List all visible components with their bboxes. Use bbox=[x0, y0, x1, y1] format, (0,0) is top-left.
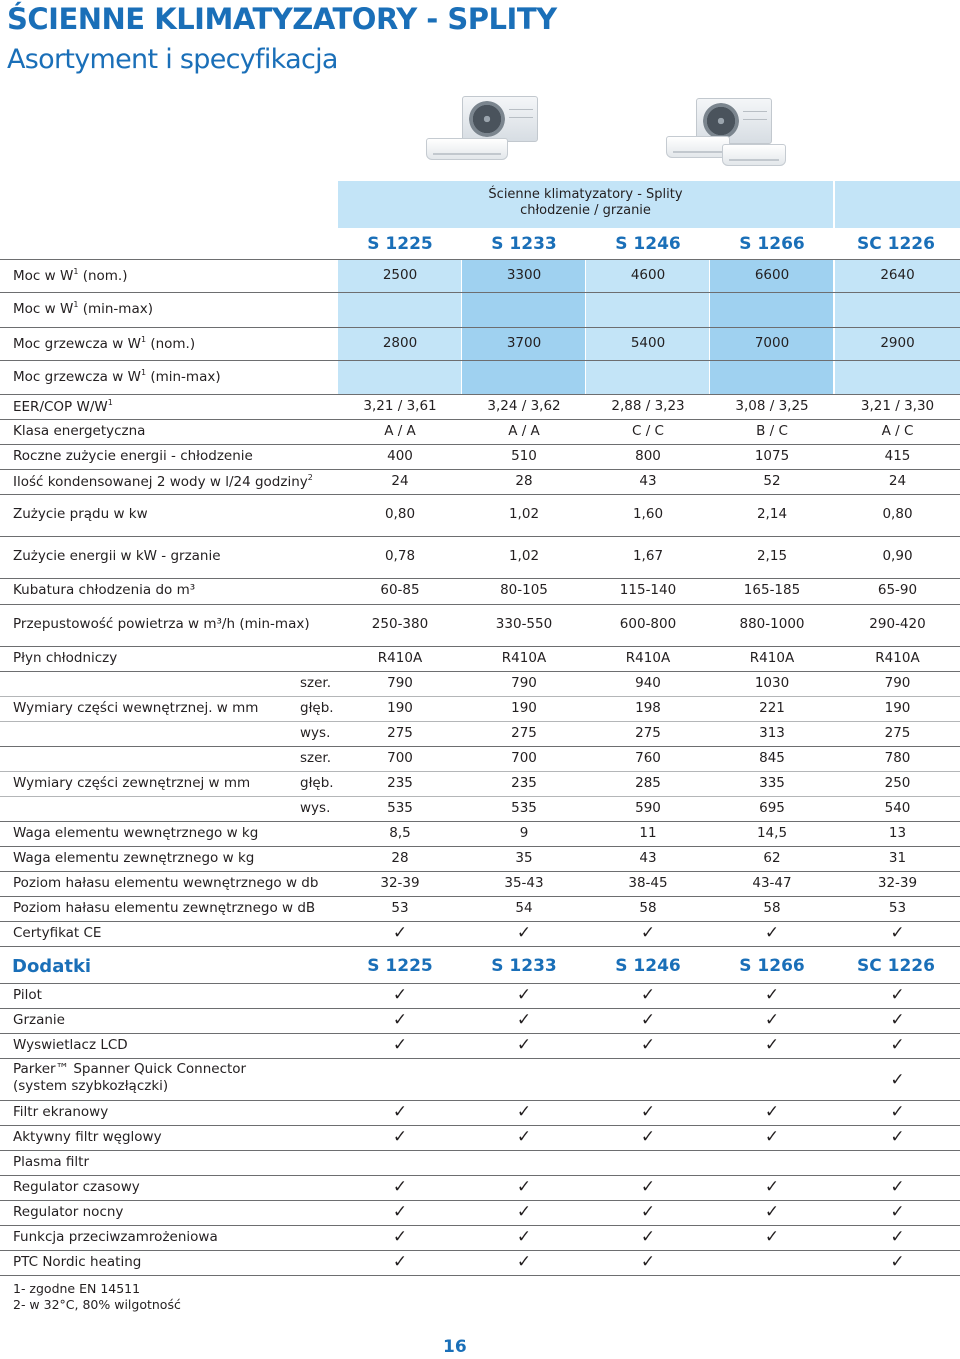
table-cell: ✓ bbox=[640, 1102, 656, 1122]
table-cell: ✓ bbox=[764, 1202, 780, 1222]
row-label bbox=[13, 582, 195, 598]
row-label: Waga elementu wewnętrznego w kg bbox=[13, 825, 259, 841]
row-label: Poziom hałasu elementu wewnętrznego w db bbox=[13, 875, 319, 891]
footnote-marker: 1 bbox=[107, 398, 113, 407]
row-label-line: Aktywny filtr węglowy bbox=[13, 1129, 162, 1145]
table-cell: 400 bbox=[387, 448, 413, 464]
table-cell: 190 bbox=[511, 700, 537, 716]
table-cell: ✓ bbox=[890, 1177, 905, 1197]
table-cell: R410A bbox=[875, 650, 920, 666]
table-cell: 3,21 / 3,30 bbox=[860, 398, 935, 414]
table-row bbox=[0, 394, 960, 419]
row-divider bbox=[0, 1275, 960, 1276]
footnote-marker: 1 bbox=[73, 300, 79, 309]
table-cell: 65-90 bbox=[877, 582, 918, 598]
table-cell: ✓ bbox=[640, 1202, 656, 1222]
table-cell: ✓ bbox=[890, 1102, 905, 1122]
table-cell: 35 bbox=[515, 850, 533, 866]
table-cell: ✓ bbox=[392, 1252, 408, 1272]
footnote: 1- zgodne EN 14511 bbox=[13, 1281, 141, 1296]
table-row bbox=[0, 871, 960, 896]
table-cell: ✓ bbox=[764, 1127, 780, 1147]
table-cell: A / C bbox=[881, 423, 914, 439]
table-row bbox=[0, 983, 960, 1008]
row-label bbox=[13, 1204, 123, 1220]
row-label bbox=[13, 1012, 65, 1028]
dimension-group-label: Wymiary części wewnętrznej. w mm bbox=[13, 700, 259, 716]
table-cell: ✓ bbox=[392, 1127, 408, 1147]
table-row bbox=[0, 604, 960, 646]
dimension-label: głęb. bbox=[300, 775, 334, 791]
table-cell: 2900 bbox=[880, 335, 915, 351]
table-cell: 535 bbox=[387, 800, 413, 816]
table-cell: 1,67 bbox=[632, 548, 664, 564]
table-cell: 1,02 bbox=[508, 548, 540, 564]
row-label-text: Moc w W bbox=[13, 268, 74, 284]
row-divider bbox=[0, 469, 960, 470]
row-label-suffix: (nom.) bbox=[78, 268, 128, 284]
row-label bbox=[13, 1179, 140, 1195]
row-label bbox=[13, 1037, 128, 1053]
row-label-suffix: (nom.) bbox=[146, 336, 196, 352]
table-cell: ✓ bbox=[640, 1010, 656, 1030]
product-photo-multi-split bbox=[666, 98, 786, 168]
row-label-line: PTC Nordic heating bbox=[13, 1254, 142, 1270]
table-cell: ✓ bbox=[516, 1202, 532, 1222]
table-cell: ✓ bbox=[392, 923, 408, 943]
model-name: SC 1226 bbox=[857, 956, 935, 976]
table-cell: ✓ bbox=[640, 1252, 656, 1272]
table-row bbox=[0, 360, 960, 394]
table-cell: 415 bbox=[884, 448, 911, 464]
page-title: ŚCIENNE KLIMATYZATORY - SPLITY bbox=[7, 2, 557, 36]
table-cell: 700 bbox=[511, 750, 537, 766]
row-label-line: (system szybkozłączki) bbox=[13, 1078, 169, 1094]
row-divider bbox=[0, 419, 960, 420]
row-label bbox=[13, 548, 221, 564]
table-cell: ✓ bbox=[516, 985, 532, 1005]
row-divider bbox=[0, 946, 960, 947]
row-label bbox=[13, 1254, 141, 1270]
table-row bbox=[0, 494, 960, 536]
table-cell: 221 bbox=[759, 700, 785, 716]
table-cell: ✓ bbox=[764, 1010, 780, 1030]
table-row bbox=[0, 444, 960, 469]
table-header-panel-extra bbox=[835, 181, 960, 228]
row-divider bbox=[0, 292, 960, 293]
table-cell: 313 bbox=[759, 725, 785, 741]
table-cell: B / C bbox=[756, 423, 788, 439]
row-label bbox=[13, 267, 128, 284]
table-cell: 165-185 bbox=[743, 582, 801, 598]
table-cell: ✓ bbox=[516, 1127, 532, 1147]
table-cell: 7000 bbox=[754, 335, 790, 351]
footnote-marker: 2 bbox=[307, 473, 313, 482]
model-name: S 1225 bbox=[367, 234, 433, 254]
row-label bbox=[13, 448, 253, 464]
table-cell: 1,02 bbox=[508, 506, 540, 522]
footnote: 2- w 32°C, 80% wilgotność bbox=[13, 1297, 181, 1312]
row-label bbox=[13, 1061, 246, 1095]
table-cell: C / C bbox=[632, 423, 664, 439]
table-cell: 540 bbox=[884, 800, 911, 816]
table-row bbox=[0, 1125, 960, 1150]
row-label-line: Regulator czasowy bbox=[13, 1179, 140, 1195]
row-label bbox=[13, 335, 195, 352]
table-cell: 198 bbox=[635, 700, 661, 716]
table-cell: 600-800 bbox=[619, 616, 677, 632]
model-name: S 1233 bbox=[491, 956, 557, 976]
table-cell: ✓ bbox=[764, 923, 780, 943]
table-cell: 800 bbox=[635, 448, 661, 464]
row-divider bbox=[0, 327, 960, 328]
row-label-suffix: (min-max) bbox=[146, 369, 221, 385]
table-cell: 880-1000 bbox=[739, 616, 805, 632]
table-cell: 32-39 bbox=[380, 875, 420, 891]
row-label bbox=[13, 616, 310, 632]
row-label-text: Kubatura chłodzenia do m³ bbox=[13, 582, 196, 598]
table-cell: 0,78 bbox=[384, 548, 416, 564]
table-cell: 2800 bbox=[382, 335, 418, 351]
table-row bbox=[0, 1225, 960, 1250]
table-cell: ✓ bbox=[392, 1227, 408, 1247]
table-row bbox=[0, 1100, 960, 1125]
table-cell: ✓ bbox=[392, 1177, 408, 1197]
row-label-suffix: (min-max) bbox=[78, 301, 153, 317]
row-label-line: Grzanie bbox=[13, 1012, 65, 1028]
model-name: S 1233 bbox=[491, 234, 557, 254]
model-name: S 1246 bbox=[615, 234, 681, 254]
row-divider bbox=[0, 646, 960, 647]
table-cell: 115-140 bbox=[619, 582, 677, 598]
table-header-line-1: Ścienne klimatyzatory - Splity bbox=[488, 187, 683, 202]
table-cell: 3,24 / 3,62 bbox=[487, 398, 561, 414]
table-row bbox=[0, 292, 960, 326]
table-cell: 2640 bbox=[880, 267, 915, 283]
table-cell: 32-39 bbox=[877, 875, 918, 891]
table-cell: 235 bbox=[387, 775, 413, 791]
table-cell: 535 bbox=[511, 800, 537, 816]
model-name: S 1266 bbox=[739, 956, 805, 976]
footnote-marker: 1 bbox=[140, 368, 147, 377]
table-row bbox=[0, 1033, 960, 1058]
row-label-line: Plasma filtr bbox=[13, 1154, 90, 1170]
row-label-line: Regulator nocny bbox=[13, 1204, 124, 1220]
table-cell: 9 bbox=[519, 825, 529, 841]
table-cell: 53 bbox=[391, 900, 409, 916]
table-cell: ✓ bbox=[890, 1127, 905, 1147]
table-cell: 43-47 bbox=[752, 875, 792, 891]
table-row bbox=[0, 327, 960, 360]
table-cell: 510 bbox=[511, 448, 537, 464]
table-cell: ✓ bbox=[890, 1070, 905, 1090]
table-cell: ✓ bbox=[392, 1035, 408, 1055]
row-label-text: Zużycie prądu w kw bbox=[13, 506, 148, 522]
table-cell: 8,5 bbox=[389, 825, 411, 841]
table-cell: 2,88 / 3,23 bbox=[611, 398, 685, 414]
table-cell: ✓ bbox=[764, 1227, 780, 1247]
dimension-label: głęb. bbox=[300, 700, 334, 716]
table-cell: ✓ bbox=[640, 985, 656, 1005]
table-cell: ✓ bbox=[392, 1102, 408, 1122]
table-cell: ✓ bbox=[764, 1035, 780, 1055]
table-cell: 0,80 bbox=[384, 506, 416, 522]
table-cell: 2500 bbox=[382, 267, 418, 283]
table-cell: 275 bbox=[884, 725, 911, 741]
row-label bbox=[13, 506, 148, 522]
row-label: Certyfikat CE bbox=[13, 925, 102, 941]
row-divider bbox=[0, 536, 960, 537]
table-row bbox=[0, 671, 960, 696]
table-row bbox=[0, 1200, 960, 1225]
dodatki-model-row bbox=[338, 952, 960, 980]
table-cell: 190 bbox=[884, 700, 911, 716]
table-row bbox=[0, 796, 960, 821]
table-cell: 275 bbox=[635, 725, 661, 741]
row-label bbox=[13, 650, 117, 666]
table-row bbox=[0, 1250, 960, 1275]
table-row bbox=[0, 1150, 960, 1175]
table-cell: 1030 bbox=[754, 675, 790, 691]
table-cell: 13 bbox=[888, 825, 907, 841]
dodatki-title: Dodatki bbox=[12, 956, 92, 977]
product-photo-single-split bbox=[426, 96, 550, 166]
table-cell: A / A bbox=[508, 423, 540, 439]
table-row bbox=[0, 921, 960, 946]
table-cell: R410A bbox=[501, 650, 547, 666]
table-cell: 5400 bbox=[630, 335, 666, 351]
row-label bbox=[13, 987, 42, 1003]
row-label-text: Roczne zużycie energii - chłodzenie bbox=[13, 448, 253, 464]
page-number: 16 bbox=[443, 1337, 467, 1357]
table-cell: 24 bbox=[888, 473, 907, 489]
table-row bbox=[0, 419, 960, 444]
table-cell: 3300 bbox=[506, 267, 542, 283]
table-cell: 0,80 bbox=[882, 506, 913, 522]
row-divider bbox=[0, 360, 960, 361]
table-cell: 790 bbox=[387, 675, 413, 691]
table-cell: 235 bbox=[511, 775, 537, 791]
table-row bbox=[0, 469, 960, 494]
model-name: S 1246 bbox=[615, 956, 681, 976]
row-label-line: Parker™ Spanner Quick Connector bbox=[13, 1061, 247, 1077]
table-row bbox=[0, 896, 960, 921]
table-cell: 330-550 bbox=[495, 616, 553, 632]
table-cell: 3,21 / 3,61 bbox=[363, 398, 437, 414]
table-cell: ✓ bbox=[890, 1035, 905, 1055]
table-cell: 2,15 bbox=[756, 548, 788, 564]
table-cell: 35-43 bbox=[504, 875, 544, 891]
table-cell: 31 bbox=[888, 850, 907, 866]
table-cell: ✓ bbox=[640, 923, 656, 943]
table-cell: 1075 bbox=[754, 448, 790, 464]
table-header-text bbox=[338, 187, 833, 219]
table-cell: 940 bbox=[635, 675, 661, 691]
table-cell: 250-380 bbox=[371, 616, 429, 632]
table-cell: 54 bbox=[515, 900, 533, 916]
row-label bbox=[13, 423, 145, 439]
dimension-group-label: Wymiary części zewnętrznej w mm bbox=[13, 775, 251, 791]
row-label-text: Ilość kondensowanej 2 wody w l/24 godziny bbox=[13, 474, 308, 490]
table-cell: ✓ bbox=[516, 1227, 532, 1247]
row-label-text: Moc grzewcza w W bbox=[13, 336, 141, 352]
table-cell: 250 bbox=[884, 775, 911, 791]
row-label-text: Moc w W bbox=[13, 301, 74, 317]
table-cell: 335 bbox=[759, 775, 785, 791]
table-row bbox=[0, 846, 960, 871]
dimension-label: szer. bbox=[300, 675, 332, 691]
table-cell: R410A bbox=[749, 650, 795, 666]
table-cell: ✓ bbox=[890, 1202, 905, 1222]
table-cell: 845 bbox=[759, 750, 785, 766]
table-cell: 28 bbox=[515, 473, 533, 489]
table-cell: ✓ bbox=[764, 1102, 780, 1122]
table-cell: ✓ bbox=[640, 1177, 656, 1197]
row-label: Waga elementu zewnętrznego w kg bbox=[13, 850, 255, 866]
table-cell: ✓ bbox=[764, 1177, 780, 1197]
table-cell: 290-420 bbox=[869, 616, 926, 632]
dimension-label: szer. bbox=[300, 750, 332, 766]
table-cell: 6600 bbox=[754, 267, 790, 283]
row-label-text: Klasa energetyczna bbox=[13, 423, 146, 439]
row-label bbox=[13, 1154, 89, 1170]
table-cell: ✓ bbox=[890, 985, 905, 1005]
table-cell: 38-45 bbox=[628, 875, 668, 891]
table-row bbox=[0, 1175, 960, 1200]
table-cell: 790 bbox=[511, 675, 537, 691]
row-label-text: Przepustowość powietrza w m³/h (min-max) bbox=[13, 616, 310, 632]
table-cell: 285 bbox=[635, 775, 661, 791]
row-label-line: Filtr ekranowy bbox=[13, 1104, 109, 1120]
table-row bbox=[0, 746, 960, 771]
model-header-row bbox=[338, 230, 960, 258]
table-cell: 60-85 bbox=[380, 582, 420, 598]
row-label bbox=[13, 1104, 108, 1120]
model-name: SC 1226 bbox=[857, 234, 935, 254]
page-subtitle: Asortyment i specyfikacja bbox=[7, 44, 338, 75]
table-cell: ✓ bbox=[516, 1177, 532, 1197]
table-cell: ✓ bbox=[890, 1010, 905, 1030]
row-label-text: Zużycie energii w kW - grzanie bbox=[13, 548, 221, 564]
row-label-text: Moc grzewcza w W bbox=[13, 369, 141, 385]
row-divider bbox=[0, 259, 960, 260]
row-label bbox=[13, 300, 153, 317]
table-cell: 0,90 bbox=[882, 548, 913, 564]
table-cell: ✓ bbox=[890, 923, 905, 943]
row-divider bbox=[0, 494, 960, 495]
table-cell: ✓ bbox=[890, 1252, 905, 1272]
row-divider bbox=[0, 394, 960, 395]
table-cell: ✓ bbox=[516, 1035, 532, 1055]
row-label bbox=[13, 398, 113, 415]
table-row bbox=[0, 259, 960, 292]
table-cell: 275 bbox=[387, 725, 413, 741]
table-cell: 780 bbox=[884, 750, 911, 766]
table-cell: R410A bbox=[377, 650, 423, 666]
table-row bbox=[0, 536, 960, 578]
table-cell: 695 bbox=[759, 800, 785, 816]
row-label bbox=[13, 1129, 162, 1145]
table-cell: 790 bbox=[884, 675, 911, 691]
table-cell: 28 bbox=[391, 850, 409, 866]
table-cell: 1,60 bbox=[632, 506, 664, 522]
row-label-line: Pilot bbox=[13, 987, 42, 1003]
table-row bbox=[0, 1008, 960, 1033]
table-row bbox=[0, 646, 960, 671]
dimension-label: wys. bbox=[300, 725, 331, 741]
table-cell: 43 bbox=[639, 850, 657, 866]
row-divider bbox=[0, 578, 960, 579]
footnote-marker: 1 bbox=[73, 267, 79, 276]
row-label-text: Płyn chłodniczy bbox=[13, 650, 118, 666]
model-name: S 1266 bbox=[739, 234, 805, 254]
table-cell: 24 bbox=[391, 473, 409, 489]
row-label-text: EER/COP W/W bbox=[13, 399, 108, 415]
row-label bbox=[13, 368, 221, 385]
table-cell: 43 bbox=[639, 473, 657, 489]
row-label bbox=[13, 1229, 218, 1245]
table-cell: ✓ bbox=[516, 923, 532, 943]
table-cell: ✓ bbox=[764, 985, 780, 1005]
table-cell: 52 bbox=[763, 473, 781, 489]
table-cell: 700 bbox=[387, 750, 413, 766]
table-cell: ✓ bbox=[516, 1102, 532, 1122]
row-label: Poziom hałasu elementu zewnętrznego w dB bbox=[13, 900, 316, 916]
table-cell: ✓ bbox=[392, 1010, 408, 1030]
table-cell: 58 bbox=[763, 900, 781, 916]
table-cell: 275 bbox=[511, 725, 537, 741]
table-cell: 590 bbox=[635, 800, 661, 816]
row-label-line: Wyswietlacz LCD bbox=[13, 1037, 128, 1053]
table-header-line-2: chłodzenie / grzanie bbox=[520, 203, 651, 218]
table-row bbox=[0, 1058, 960, 1100]
table-row bbox=[0, 578, 960, 604]
model-name: S 1225 bbox=[367, 956, 433, 976]
table-cell: 760 bbox=[635, 750, 661, 766]
table-cell: 190 bbox=[387, 700, 413, 716]
row-label bbox=[13, 473, 313, 490]
table-cell: A / A bbox=[384, 423, 416, 439]
table-cell: ✓ bbox=[640, 1035, 656, 1055]
table-cell: 14,5 bbox=[756, 825, 788, 841]
table-cell: 2,14 bbox=[756, 506, 788, 522]
row-divider bbox=[0, 604, 960, 605]
dimension-label: wys. bbox=[300, 800, 331, 816]
table-cell: R410A bbox=[625, 650, 671, 666]
table-cell: ✓ bbox=[640, 1127, 656, 1147]
table-cell: 11 bbox=[639, 825, 657, 841]
table-cell: 3,08 / 3,25 bbox=[735, 398, 809, 414]
table-row bbox=[0, 721, 960, 746]
table-cell: 3700 bbox=[506, 335, 542, 351]
table-cell: 53 bbox=[888, 900, 907, 916]
table-cell: ✓ bbox=[890, 1227, 905, 1247]
footnote-marker: 1 bbox=[140, 335, 147, 344]
table-cell: ✓ bbox=[640, 1227, 656, 1247]
table-cell: ✓ bbox=[516, 1252, 532, 1272]
table-cell: 80-105 bbox=[500, 582, 548, 598]
row-divider bbox=[0, 444, 960, 445]
row-label-line: Funkcja przeciwzamrożeniowa bbox=[13, 1229, 218, 1245]
table-cell: 58 bbox=[639, 900, 657, 916]
table-cell: ✓ bbox=[516, 1010, 532, 1030]
table-cell: ✓ bbox=[392, 985, 408, 1005]
table-row bbox=[0, 821, 960, 846]
table-cell: 62 bbox=[763, 850, 781, 866]
table-cell: ✓ bbox=[392, 1202, 408, 1222]
table-cell: 4600 bbox=[630, 267, 666, 283]
